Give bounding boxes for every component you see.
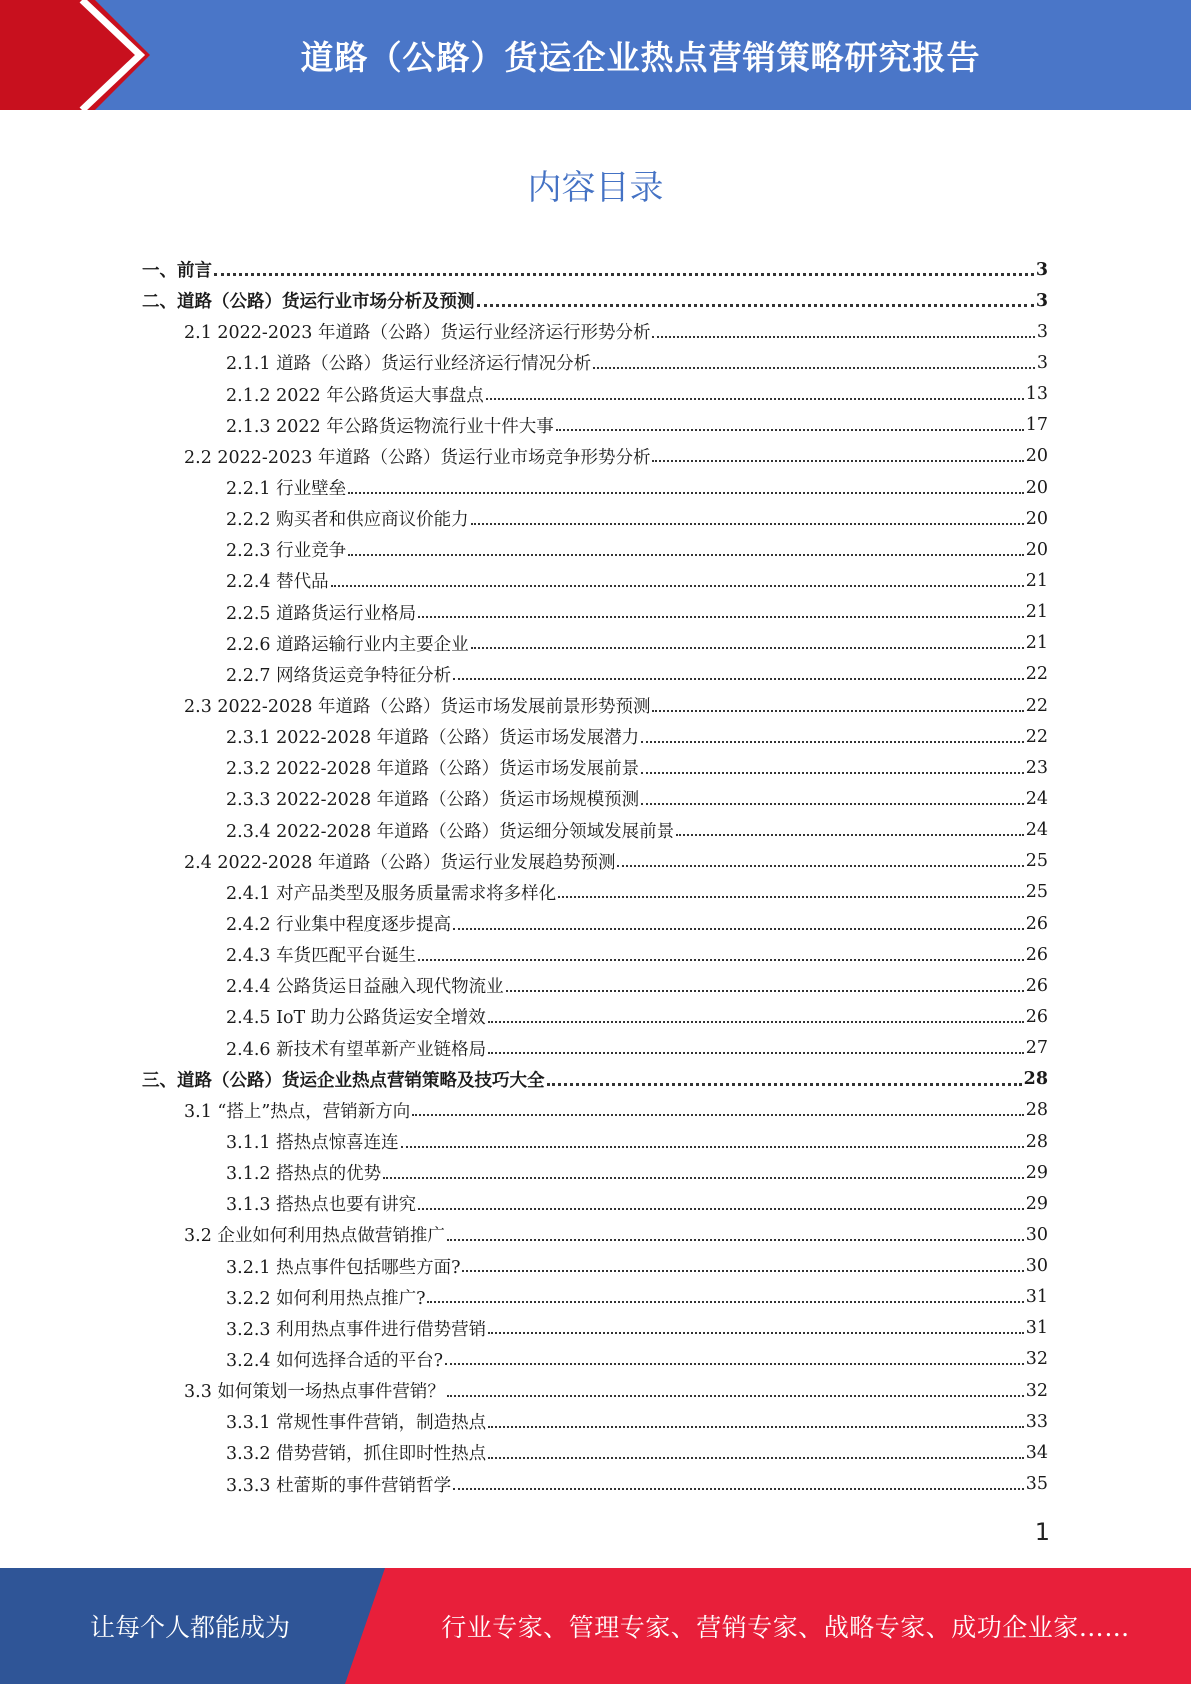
toc-dot-leader [418, 616, 1024, 618]
toc-entry[interactable] [142, 1064, 1048, 1095]
toc-entry-title: 二、道路（公路）货运行业市场分析及预测 [142, 292, 475, 313]
toc-entry-page: 25 [1025, 851, 1048, 872]
toc-dot-leader [488, 1426, 1024, 1428]
toc-entry-page: 28 [1025, 1100, 1048, 1121]
toc-entry-page: 26 [1025, 944, 1048, 965]
toc-entry[interactable] [142, 908, 1048, 939]
toc-dot-leader [477, 304, 1034, 307]
toc-entry-page: 27 [1025, 1038, 1048, 1059]
toc-entry-page: 30 [1025, 1224, 1048, 1245]
toc-entry[interactable] [142, 1468, 1048, 1499]
toc-dot-leader [547, 1083, 1022, 1086]
toc-entry[interactable] [142, 659, 1048, 690]
toc-entry-page: 21 [1025, 633, 1048, 654]
toc-entry-page: 20 [1025, 446, 1048, 467]
toc-dot-leader [488, 1457, 1024, 1459]
toc-entry-title: 三、道路（公路）货运企业热点营销策略及技巧大全 [142, 1070, 545, 1091]
toc-entry[interactable] [142, 285, 1048, 316]
toc-entry-title: 2.3.1 2022-2028 年道路（公路）货运市场发展潜力 [226, 728, 640, 749]
toc-entry-title: 2.2.4 替代品 [226, 572, 329, 593]
toc-entry-title: 2.4.3 车货匹配平台诞生 [226, 946, 417, 967]
toc-dot-leader [641, 803, 1024, 805]
toc-dot-leader [593, 367, 1035, 369]
toc-entry[interactable] [142, 472, 1048, 503]
toc-entry-title: 3.3.2 借势营销，抓住即时性热点 [226, 1444, 487, 1465]
toc-entry[interactable] [142, 970, 1048, 1001]
toc-entry-page: 29 [1025, 1162, 1048, 1183]
toc-entry[interactable] [142, 379, 1048, 410]
toc-entry-page: 33 [1025, 1411, 1048, 1432]
toc-dot-leader [471, 523, 1024, 525]
toc-entry[interactable] [142, 565, 1048, 596]
toc-heading: 内容目录 [527, 168, 664, 208]
toc-entry-page: 21 [1025, 570, 1048, 591]
toc-entry-title: 2.4.6 新技术有望革新产业链格局 [226, 1039, 487, 1060]
toc-entry-title: 3.2.4 如何选择合适的平台? [226, 1350, 443, 1371]
toc-dot-leader [488, 1052, 1024, 1054]
toc-entry-title: 3.3.3 杜蕾斯的事件营销哲学 [226, 1475, 452, 1496]
toc-entry-title: 2.1.2 2022 年公路货运大事盘点 [226, 385, 484, 406]
toc-dot-leader [556, 429, 1024, 431]
toc-entry[interactable] [142, 721, 1048, 752]
toc-entry[interactable] [142, 534, 1048, 565]
toc-dot-leader [486, 398, 1024, 400]
toc-dot-leader [641, 741, 1024, 743]
toc-entry-title: 3.1 “搭上”热点，营销新方向 [184, 1101, 411, 1122]
toc-entry-page: 20 [1025, 477, 1048, 498]
toc-entry-page: 20 [1025, 508, 1048, 529]
toc-entry-page: 17 [1025, 415, 1048, 436]
report-title: 道路（公路）货运企业热点营销策略研究报告 [300, 37, 981, 77]
toc-dot-leader [652, 336, 1034, 338]
toc-entry[interactable] [142, 1344, 1048, 1375]
toc-dot-leader [447, 1395, 1024, 1397]
toc-entry[interactable] [142, 410, 1048, 441]
toc-entry-title: 2.2.7 网络货运竞争特征分析 [226, 665, 452, 686]
toc-entry-page: 3 [1036, 352, 1048, 373]
toc-entry[interactable] [142, 877, 1048, 908]
toc-entry-page: 32 [1025, 1380, 1048, 1401]
toc-dot-leader [488, 1021, 1024, 1023]
toc-entry[interactable] [142, 752, 1048, 783]
toc-entry[interactable] [142, 1406, 1048, 1437]
toc-entry[interactable] [142, 1375, 1048, 1406]
toc-entry[interactable] [142, 1251, 1048, 1282]
toc-entry-title: 2.2.3 行业竞争 [226, 541, 347, 562]
toc-entry-page: 3 [1035, 290, 1048, 311]
toc-entry-title: 2.4 2022-2028 年道路（公路）货运行业发展趋势预测 [184, 852, 616, 873]
toc-dot-leader [418, 959, 1024, 961]
toc-dot-leader [348, 492, 1024, 494]
toc-entry[interactable] [142, 846, 1048, 877]
footer-banner [0, 1568, 1191, 1684]
toc-entry-title: 3.1.1 搭热点惊喜连连 [226, 1133, 399, 1153]
toc-dot-leader [488, 1332, 1024, 1334]
toc-entry-title: 2.1.3 2022 年公路货运物流行业十件大事 [226, 416, 554, 437]
toc-entry[interactable] [142, 1095, 1048, 1126]
toc-entry-title: 2.2.1 行业壁垒 [226, 479, 347, 500]
toc-entry-page: 3 [1035, 259, 1048, 280]
toc-entry-title: 2.1.1 道路（公路）货运行业经济运行情况分析 [226, 354, 592, 375]
toc-entry-page: 28 [1023, 1069, 1048, 1090]
toc-entry[interactable] [142, 503, 1048, 534]
toc-dot-leader [641, 772, 1024, 774]
toc-entry[interactable] [142, 1313, 1048, 1344]
table-of-contents [142, 254, 1048, 1500]
toc-entry-title: 2.2 2022-2023 年道路（公路）货运行业市场竞争形势分析 [184, 447, 651, 468]
toc-dot-leader [331, 585, 1024, 587]
toc-entry-page: 29 [1025, 1193, 1048, 1214]
toc-entry[interactable] [142, 441, 1048, 472]
toc-entry-title: 2.2.2 购买者和供应商议价能力 [226, 510, 469, 531]
toc-entry-page: 26 [1025, 975, 1048, 996]
toc-entry-page: 28 [1025, 1131, 1048, 1152]
toc-dot-leader [214, 273, 1034, 276]
toc-entry[interactable] [142, 939, 1048, 970]
toc-entry-page: 22 [1025, 664, 1048, 685]
toc-dot-leader [453, 1488, 1024, 1490]
toc-entry-page: 3 [1036, 321, 1048, 342]
toc-entry-title: 2.4.5 IoT 助力公路货运安全增效 [226, 1008, 486, 1029]
toc-entry-page: 32 [1025, 1349, 1048, 1370]
toc-entry-title: 一、前言 [142, 261, 212, 282]
toc-entry-title: 2.3.4 2022-2028 年道路（公路）货运细分领域发展前景 [226, 821, 675, 842]
footer-slogan-right: 行业专家、管理专家、营销专家、战略专家、成功企业家…… [441, 1613, 1130, 1642]
toc-dot-leader [412, 1114, 1023, 1116]
toc-entry-page: 26 [1025, 1006, 1048, 1027]
toc-entry[interactable] [142, 1437, 1048, 1468]
toc-entry-page: 23 [1025, 757, 1048, 778]
toc-entry-title: 2.1 2022-2023 年道路（公路）货运行业经济运行形势分析 [184, 323, 651, 344]
toc-dot-leader [418, 1208, 1024, 1210]
toc-entry-page: 22 [1025, 695, 1048, 716]
footer-slogan-left: 让每个人都能成为 [89, 1613, 290, 1642]
toc-dot-leader [453, 928, 1024, 930]
toc-dot-leader [401, 1146, 1024, 1148]
toc-entry-title: 3.1.2 搭热点的优势 [226, 1164, 382, 1185]
toc-dot-leader [462, 1270, 1023, 1272]
toc-entry[interactable] [142, 1188, 1048, 1219]
toc-dot-leader [348, 554, 1024, 556]
toc-entry-page: 21 [1025, 602, 1048, 623]
toc-entry[interactable] [142, 628, 1048, 659]
toc-entry[interactable] [142, 254, 1048, 285]
toc-entry[interactable] [142, 783, 1048, 814]
toc-dot-leader [558, 896, 1024, 898]
toc-entry[interactable] [142, 316, 1048, 347]
toc-entry-page: 31 [1025, 1287, 1048, 1308]
toc-entry-title: 3.2.1 热点事件包括哪些方面? [226, 1257, 461, 1278]
toc-entry[interactable] [142, 1282, 1048, 1313]
toc-entry-page: 25 [1025, 882, 1048, 903]
toc-entry-page: 24 [1025, 820, 1048, 841]
toc-dot-leader [652, 460, 1023, 462]
toc-entry-page: 30 [1025, 1256, 1048, 1277]
toc-entry-title: 2.4.4 公路货运日益融入现代物流业 [226, 977, 504, 998]
toc-dot-leader [506, 990, 1024, 992]
toc-entry[interactable] [142, 1126, 1048, 1157]
toc-dot-leader [383, 1177, 1024, 1179]
toc-entry-page: 31 [1025, 1318, 1048, 1339]
toc-entry-title: 3.1.3 搭热点也要有讲究 [226, 1195, 417, 1216]
toc-entry-title: 2.3 2022-2028 年道路（公路）货运市场发展前景形势预测 [184, 697, 651, 718]
chevron-arrow-icon [0, 0, 170, 110]
toc-entry[interactable] [142, 347, 1048, 378]
toc-entry-page: 22 [1025, 726, 1048, 747]
toc-entry-title: 2.3.3 2022-2028 年道路（公路）货运市场规模预测 [226, 790, 640, 811]
toc-entry[interactable] [142, 1001, 1048, 1032]
toc-entry[interactable] [142, 1219, 1048, 1250]
toc-entry-title: 3.2 企业如何利用热点做营销推广 [184, 1226, 445, 1247]
toc-dot-leader [652, 710, 1023, 712]
toc-dot-leader [676, 834, 1024, 836]
toc-entry-page: 35 [1025, 1474, 1048, 1495]
toc-dot-leader [445, 1363, 1024, 1365]
toc-entry-title: 2.2.6 道路运输行业内主要企业 [226, 634, 469, 655]
header-banner [0, 0, 1191, 110]
toc-entry[interactable] [142, 597, 1048, 628]
toc-dot-leader [447, 1239, 1024, 1241]
toc-entry-page: 26 [1025, 913, 1048, 934]
toc-entry[interactable] [142, 1033, 1048, 1064]
toc-entry-title: 3.2.3 利用热点事件进行借势营销 [226, 1319, 487, 1340]
page-number: 1 [1034, 1518, 1050, 1546]
toc-entry-page: 20 [1025, 539, 1048, 560]
toc-entry[interactable] [142, 690, 1048, 721]
toc-dot-leader [471, 647, 1024, 649]
toc-dot-leader [453, 678, 1024, 680]
toc-entry[interactable] [142, 815, 1048, 846]
toc-entry-title: 2.2.5 道路货运行业格局 [226, 603, 417, 624]
toc-entry-title: 3.3 如何策划一场热点事件营销？ [184, 1382, 445, 1403]
toc-entry-page: 24 [1025, 788, 1048, 809]
toc-dot-leader [427, 1301, 1023, 1303]
toc-entry-title: 3.3.1 常规性事件营销，制造热点 [226, 1413, 487, 1434]
toc-entry-page: 13 [1025, 384, 1048, 405]
toc-entry-title: 3.2.2 如何利用热点推广? [226, 1288, 426, 1309]
toc-entry-page: 34 [1025, 1442, 1048, 1463]
toc-dot-leader [617, 865, 1023, 867]
toc-entry-title: 2.4.2 行业集中程度逐步提高 [226, 915, 452, 936]
toc-entry-title: 2.4.1 对产品类型及服务质量需求将多样化 [226, 883, 557, 904]
toc-entry-title: 2.3.2 2022-2028 年道路（公路）货运市场发展前景 [226, 759, 640, 780]
toc-entry[interactable] [142, 1157, 1048, 1188]
